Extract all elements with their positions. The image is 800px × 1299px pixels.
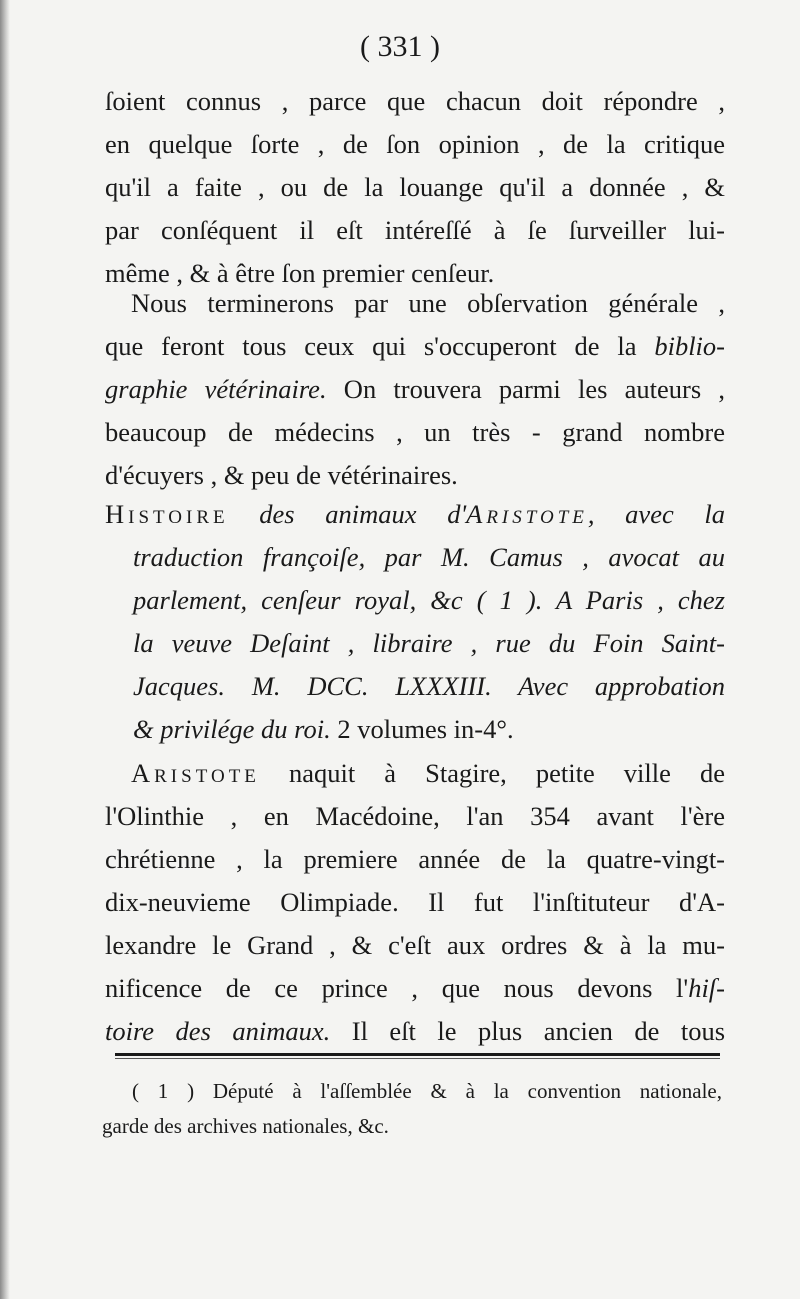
text-line: la veuve Deſaint , libraire , rue du Foin Saint- bbox=[133, 628, 725, 658]
footnote bbox=[102, 1074, 722, 1144]
italic-segment: biblio- bbox=[654, 331, 725, 361]
italic-segment: hiſ- bbox=[688, 973, 725, 1003]
text-line bbox=[105, 967, 725, 1010]
text-line bbox=[105, 325, 725, 368]
text-line bbox=[105, 752, 725, 795]
entry-author: Aristote bbox=[466, 499, 588, 529]
text-line: dix-neuvieme Olimpiade. Il fut l'inſtituteur d'A- bbox=[105, 887, 725, 917]
italic-segment: toire des animaux. bbox=[105, 1016, 331, 1046]
text-line: parlement, cenſeur royal, &c ( 1 ). A Paris , chez bbox=[133, 585, 725, 615]
bibliographic-entry bbox=[105, 493, 725, 751]
text-line: qu'il a faite , ou de la louange qu'il a donnée , & bbox=[105, 172, 725, 202]
text-line bbox=[105, 708, 725, 751]
italic-segment: graphie vétérinaire. bbox=[105, 374, 327, 404]
person-name: Aristote bbox=[131, 758, 260, 788]
paragraph-1 bbox=[105, 80, 725, 295]
italic-segment: , avec la bbox=[587, 499, 725, 529]
text-segment: On trouvera parmi les auteurs , bbox=[326, 374, 726, 404]
text-line: chrétienne , la premiere année de la quatre-vingt- bbox=[105, 844, 725, 874]
text-line: par conſéquent il eſt intéreſſé à ſe ſurveiller lui- bbox=[105, 215, 725, 245]
footnote-line: garde des archives nationales, &c. bbox=[102, 1114, 389, 1138]
text-line: Jacques. M. DCC. LXXXIII. Avec approbation bbox=[133, 671, 725, 701]
footnote-line: ( 1 ) Député à l'aſſemblée & à la convention nationale, bbox=[132, 1079, 722, 1103]
text-segment: naquit à Stagire, petite ville de bbox=[259, 758, 725, 788]
text-line: lexandre le Grand , & c'eſt aux ordres & à la mu- bbox=[105, 930, 725, 960]
text-segment: que feront tous ceux qui s'occuperont de la bbox=[105, 331, 655, 361]
text-segment: nificence de ce prince , que nous devons l' bbox=[105, 973, 689, 1003]
entry-title: Histoire bbox=[105, 499, 229, 529]
footnote-rule-thin bbox=[115, 1058, 720, 1059]
italic-segment: & privilége du roi. bbox=[133, 714, 331, 744]
text-line: Nous terminerons par une obſervation générale , bbox=[131, 288, 725, 318]
text-line: même , & à être ſon premier cenſeur. bbox=[105, 258, 495, 288]
page-number: ( 331 ) bbox=[360, 30, 440, 63]
text-segment: 2 volumes in-4°. bbox=[330, 714, 514, 744]
text-line bbox=[105, 368, 725, 411]
paragraph-4 bbox=[105, 752, 725, 1053]
text-line: beaucoup de médecins , un très - grand nombre bbox=[105, 417, 725, 447]
text-line: l'Olinthie , en Macédoine, l'an 354 avant l'ère bbox=[105, 801, 725, 831]
italic-segment: des animaux d' bbox=[228, 499, 467, 529]
text-segment: Il eſt le plus ancien de tous bbox=[330, 1016, 726, 1046]
text-line bbox=[105, 493, 725, 536]
footnote-rule bbox=[115, 1053, 720, 1056]
text-line: en quelque ſorte , de ſon opinion , de la critique bbox=[105, 129, 725, 159]
text-line bbox=[105, 1010, 725, 1053]
paragraph-2 bbox=[105, 282, 725, 497]
page-gutter-shadow bbox=[0, 0, 10, 1299]
text-line: ſoient connus , parce que chacun doit répondre , bbox=[105, 86, 725, 116]
text-line: d'écuyers , & peu de vétérinaires. bbox=[105, 460, 458, 490]
text-line: traduction françoiſe, par M. Camus , avocat au bbox=[133, 542, 725, 572]
